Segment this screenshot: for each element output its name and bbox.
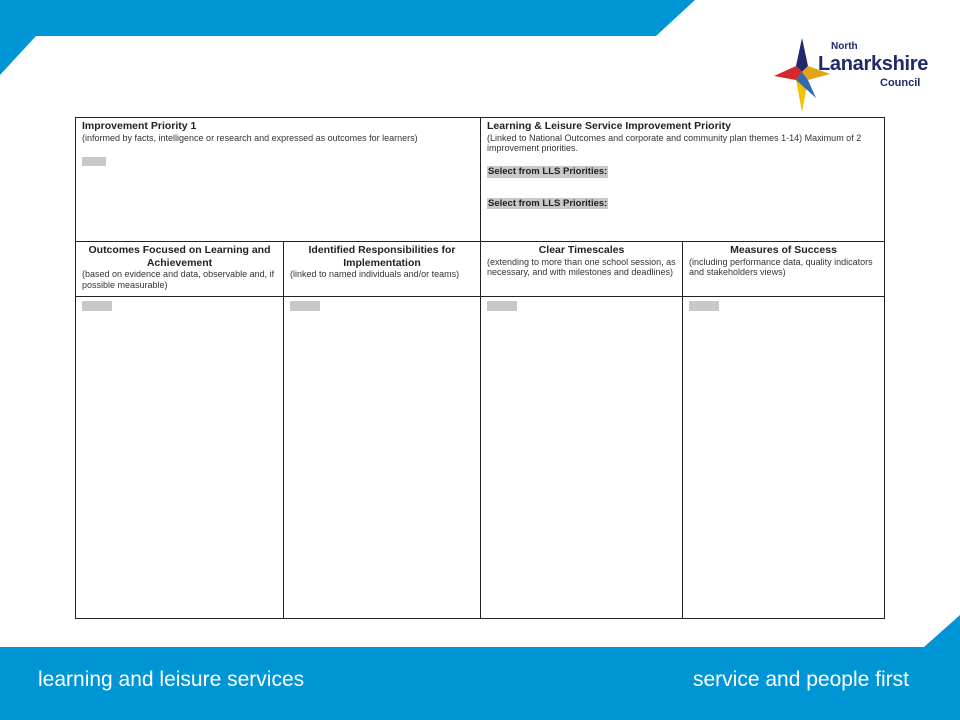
column-header-timescales bbox=[481, 242, 683, 297]
improvement-plan-table bbox=[75, 117, 885, 619]
logo-text-council: Council bbox=[880, 77, 921, 89]
column-note: (based on evidence and data, observable and, if possible measurable) bbox=[82, 269, 275, 290]
priority-cell bbox=[76, 118, 481, 242]
lls-priority-cell bbox=[481, 118, 885, 242]
column-header-responsibilities bbox=[284, 242, 481, 297]
lls-select-1[interactable]: Select from LLS Priorities: bbox=[488, 166, 608, 178]
column-note: (extending to more than one school session, as necessary, and with milestones and deadlines) bbox=[487, 256, 676, 278]
timescales-input-field[interactable] bbox=[487, 301, 517, 311]
footer-tagline-right: service and people first bbox=[693, 668, 909, 691]
lls-title: Learning & Leisure Service Improvement Priority bbox=[487, 120, 731, 132]
column-title: Measures of Success bbox=[730, 244, 837, 256]
lls-select-2[interactable]: Select from LLS Priorities: bbox=[488, 197, 608, 209]
footer-tagline-left: learning and leisure services bbox=[38, 668, 305, 691]
responsibilities-input-cell bbox=[284, 297, 481, 619]
timescales-input-cell bbox=[481, 297, 683, 619]
priority-note: (informed by facts, intelligence or research and expressed as outcomes for learners) bbox=[82, 132, 418, 143]
lls-note: (Linked to National Outcomes and corporate and community plan themes 1-14) Maximum of 2 improvement priorities. bbox=[487, 132, 862, 154]
priority-title: Improvement Priority 1 bbox=[82, 120, 197, 132]
column-title: Identified Responsibilities for Implementation bbox=[308, 244, 456, 269]
logo-text-lanarkshire: Lanarkshire bbox=[818, 53, 929, 75]
column-header-outcomes bbox=[76, 242, 284, 297]
logo-text-north: North bbox=[831, 41, 858, 52]
column-header-measures bbox=[683, 242, 885, 297]
column-note: (linked to named individuals and/or teams) bbox=[290, 269, 460, 280]
measures-input-field[interactable] bbox=[689, 301, 719, 311]
measures-input-cell bbox=[683, 297, 885, 619]
responsibilities-input-field[interactable] bbox=[290, 301, 320, 311]
outcomes-input-cell bbox=[76, 297, 284, 619]
column-title: Outcomes Focused on Learning and Achievement bbox=[88, 244, 271, 269]
column-note: (including performance data, quality indicators and stakeholders views) bbox=[689, 256, 873, 278]
priority-input-field[interactable] bbox=[82, 157, 106, 166]
council-logo bbox=[772, 36, 932, 114]
outcomes-input-field[interactable] bbox=[82, 301, 112, 311]
column-title: Clear Timescales bbox=[538, 244, 625, 256]
